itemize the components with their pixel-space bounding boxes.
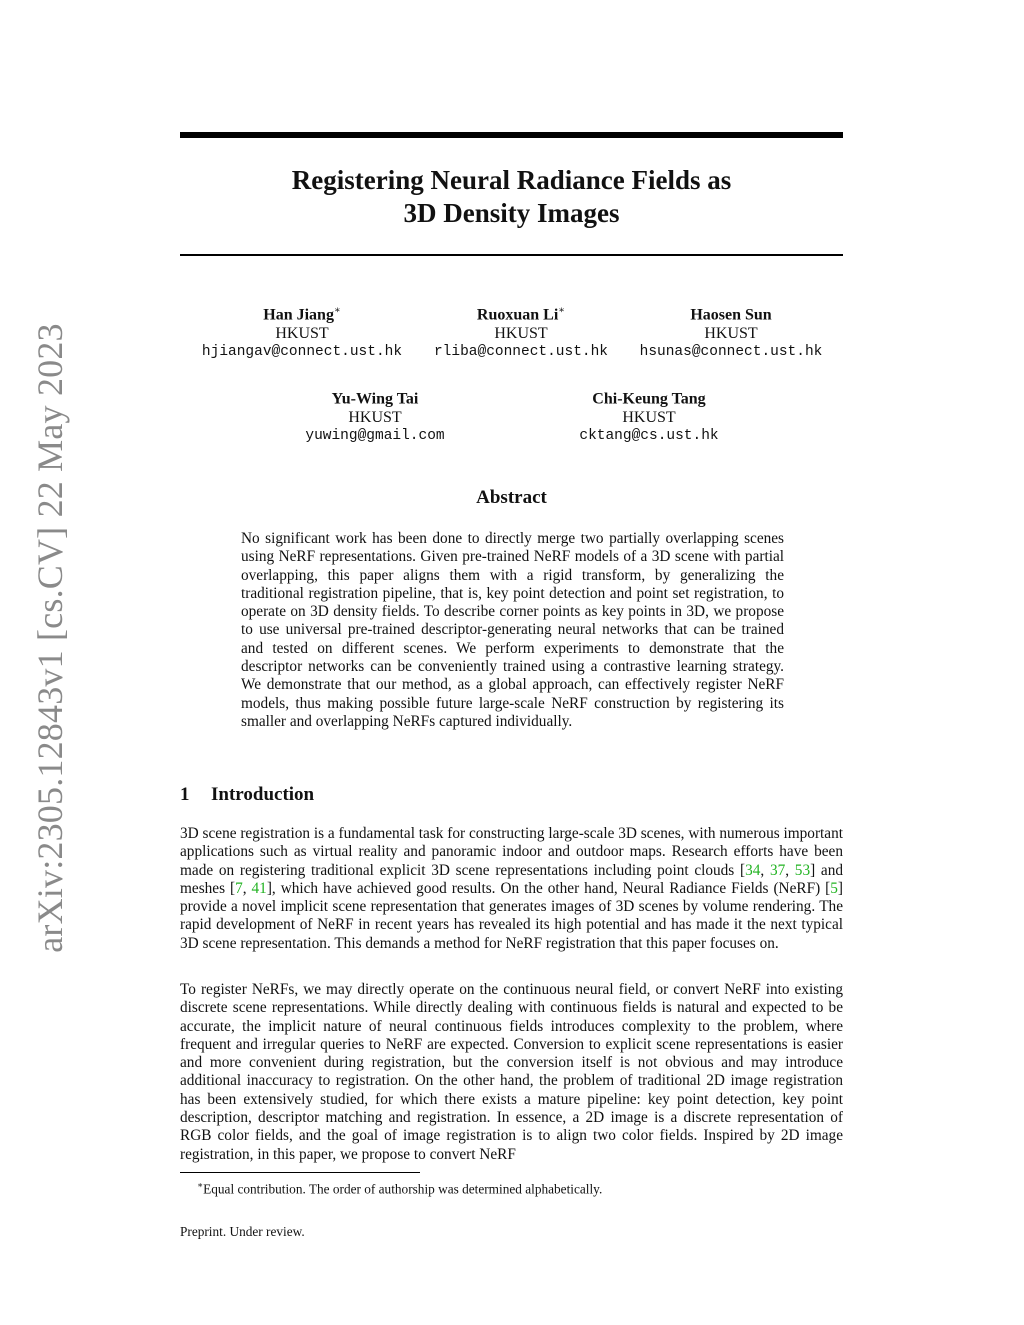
author-affiliation: HKUST (704, 325, 758, 343)
abstract-text: No significant work has been done to directly merge two partially overlapping scenes using NeRF representations. Given pre-trained NeRF models of a 3D scene with partial overlapping, this paper aligns them with a rigid transform, by generalizing the traditional registration pipeline, that is, key point detection and point set registration, to operate on 3D density fields. To describe corner points as key points in 3D, we propose to use universal pre-trained descriptor-generating neural networks that can be trained and tested on different scenes. We perform experiments to demonstrate that the descriptor networks can be conveniently trained using a contrastive learning strategy. We demonstrate that our method, as a global approach, can effectively register NeRF models, thus making possible future large-scale NeRF construction by registering its smaller and overlapping NeRFs captured individually. (241, 530, 784, 730)
author-mark: ∗ (558, 305, 566, 316)
section-number: 1 (180, 784, 190, 805)
author-affiliation: HKUST (494, 325, 548, 343)
title-top-rule (180, 132, 843, 138)
author-block (265, 385, 485, 446)
citation-link[interactable]: 41 (251, 879, 267, 897)
author-name: Han Jiang∗ (263, 305, 341, 324)
author-affiliation: HKUST (622, 409, 676, 427)
author-block (539, 385, 759, 446)
author-affiliation: HKUST (275, 325, 329, 343)
title-line-2: 3D Density Images (403, 198, 620, 228)
citation-link[interactable]: 34 (745, 861, 761, 879)
intro-paragraph-2: To register NeRFs, we may directly operate on the continuous neural field, or convert NeRF into existing discrete scene representations. While directly dealing with continuous fields is natural and expected to be accurate, the implicit nature of neural continuous fields introduces complexity to the problem, where frequent and irregular queries to NeRF are expected. Conversion to explicit scene representations is easier and more convenient during registration, but the conversion itself is not obvious and may introduce additional inaccuracy to registration. On the other hand, the problem of traditional 2D image registration has been extensively studied, for which there exists a mature pipeline: key point detection, key point description, descriptor matching and registration. In essence, a 2D image is a discrete representation of RGB color fields, and the goal of image registration is to align two color fields. Inspired by 2D image registration, in this paper, we propose to convert NeRF (180, 981, 843, 1163)
author-email[interactable]: hjiangav@connect.ust.hk (201, 344, 403, 361)
author-email[interactable]: rliba@connect.ust.hk (433, 344, 609, 361)
abstract-heading: Abstract (476, 487, 547, 508)
author-name: Chi-Keung Tang (592, 390, 706, 408)
intro-paragraph-1: 3D scene registration is a fundamental task for constructing large-scale 3D scenes, with numerous important applications such as virtual reality and panoramic indoor and outdoor maps. Research efforts have been made on registering traditional explicit 3D scene representations including point clouds [34, 37, 53] and meshes [7, 41], which have achieved good results. On the other hand, Neural Radiance Fields (NeRF) [5] provide a novel implicit scene representation that generates images of 3D scenes by volume rendering. The rapid development of NeRF in recent years has revealed its high potential and has made it the next typical 3D scene representation. This demands a method for NeRF registration that this paper focuses on. (180, 825, 843, 952)
arxiv-identifier: arXiv:2305.12843v1 [cs.CV] 22 May 2023 (30, 323, 70, 953)
citation-link[interactable]: 53 (794, 861, 811, 879)
section-title: Introduction (211, 784, 315, 805)
author-block (411, 301, 631, 362)
footnote-text: Equal contribution. The order of authorship was determined alphabetically. (203, 1181, 603, 1197)
author-mark: ∗ (333, 305, 341, 316)
citation-link[interactable]: 5 (830, 879, 838, 897)
paper-title (180, 164, 843, 230)
title-line-1: Registering Neural Radiance Fields as (291, 165, 732, 195)
author-email[interactable]: yuwing@gmail.com (305, 428, 445, 445)
author-block (621, 301, 841, 362)
footnote (197, 1177, 602, 1197)
author-email[interactable]: cktang@cs.ust.hk (579, 428, 719, 445)
footnote-mark: ∗ (197, 1180, 204, 1190)
author-block (192, 301, 412, 362)
footnote-rule (180, 1172, 420, 1173)
author-name: Yu-Wing Tai (331, 390, 419, 408)
author-email[interactable]: hsunas@connect.ust.hk (639, 344, 823, 361)
title-bottom-rule (180, 254, 843, 256)
author-name: Ruoxuan Li∗ (476, 305, 566, 324)
section-heading (180, 784, 314, 806)
preprint-notice: Preprint. Under review. (180, 1224, 305, 1239)
author-name: Haosen Sun (690, 306, 772, 324)
citation-link[interactable]: 37 (769, 861, 786, 879)
citation-link[interactable]: 7 (235, 879, 243, 897)
author-affiliation: HKUST (348, 409, 402, 427)
